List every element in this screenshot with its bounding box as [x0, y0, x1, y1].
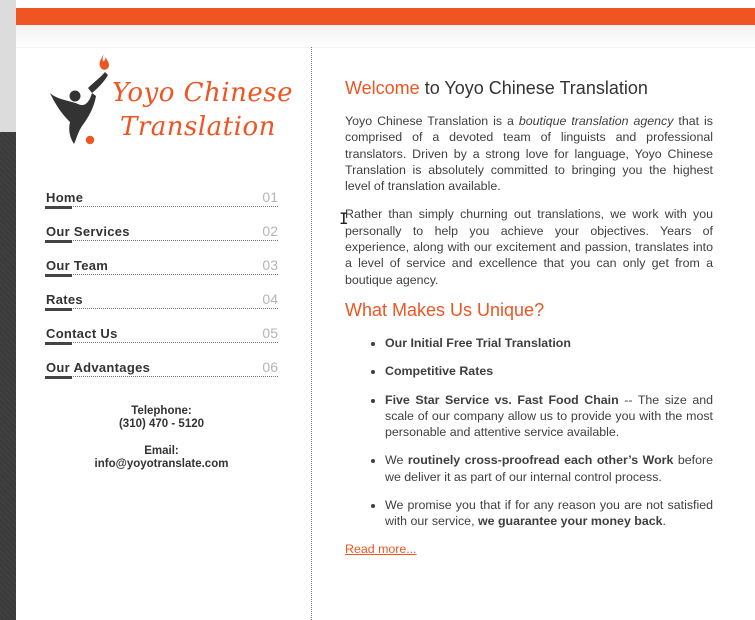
email-label: Email: — [144, 445, 179, 457]
nav-item-number: 02 — [262, 223, 278, 239]
main-content — [345, 78, 713, 557]
title-rest: to Yoyo Chinese Translation — [419, 78, 648, 98]
title-accent: Welcome — [345, 78, 420, 98]
list-item — [385, 335, 713, 351]
nav-item-our-services[interactable] — [45, 207, 278, 241]
phone-number: (310) 470 - 5120 — [118, 418, 205, 430]
nav-item-number: 06 — [262, 359, 278, 375]
feature-title: Competitive Rates — [385, 364, 494, 379]
page-title — [345, 78, 713, 99]
logo-text-line1: Yoyo Chinese — [112, 78, 293, 108]
nav-item-label: Contact Us — [46, 326, 118, 341]
list-item — [385, 497, 713, 530]
features-list — [345, 335, 713, 530]
intro-text-after: that is comprised of a devoted team of linguists and professional translators. Driven by a strong love for language, Yoyo Chinese Translation is absolutely committed to bringing you the highest level of translation available. — [345, 114, 713, 194]
feature-text: before we deliver it as part of our internal control process. — [385, 453, 713, 484]
header-bar — [16, 8, 755, 25]
email-address[interactable]: info@yoyotranslate.com — [94, 458, 229, 470]
feature-text: We promise you that if for any reason you are not satisfied with our service, — [385, 498, 713, 529]
nav-item-label: Our Advantages — [46, 360, 151, 375]
feature-title: routinely cross-proofread each other’s Work — [407, 453, 674, 468]
second-paragraph: Rather than simply churning out translations, we work with you personally to help you achieve your objectives. Years of experience, along with our excitement and passion, translates into a level of service and excellence that you can only get from a boutique agency. — [345, 207, 713, 287]
intro-paragraph — [345, 113, 713, 194]
page-container — [16, 0, 755, 620]
nav-item-number: 04 — [262, 291, 278, 307]
feature-text: We — [385, 453, 408, 468]
phone-label: Telephone: — [131, 405, 192, 417]
feature-text: -- The size and scale of our company allow us to provide you with the most personable and attentive service available. — [385, 392, 713, 440]
nav-underline — [45, 376, 72, 379]
unique-heading: What Makes Us Unique? — [345, 299, 545, 320]
nav-item-label: Our Team — [46, 258, 109, 273]
nav-item-label: Rates — [46, 292, 83, 307]
nav-item-number: 03 — [262, 257, 278, 273]
nav-item-number: 05 — [262, 325, 278, 341]
column-divider — [311, 47, 312, 620]
feature-text: . — [662, 514, 666, 529]
read-more-link[interactable]: Read more... — [345, 541, 417, 556]
text-cursor-icon: I — [339, 209, 349, 228]
intro-italic: boutique translation agency — [518, 114, 674, 128]
nav-item-contact-us[interactable] — [45, 309, 278, 343]
logo-text-line2: Translation — [120, 112, 276, 142]
feature-title: Five Star Service vs. Fast Food Chain — [385, 392, 619, 407]
site-logo[interactable] — [48, 48, 298, 153]
nav-item-label: Home — [46, 190, 84, 205]
nav-item-our-team[interactable] — [45, 241, 278, 275]
list-item — [385, 363, 713, 379]
sidebar-nav — [45, 186, 278, 377]
feature-title: we guarantee your money back — [477, 514, 663, 529]
nav-item-our-advantages[interactable] — [45, 343, 278, 377]
feature-title: Our Initial Free Trial Translation — [385, 335, 571, 350]
nav-item-label: Our Services — [46, 224, 130, 239]
list-item — [385, 452, 713, 485]
nav-item-number: 01 — [262, 189, 278, 205]
list-item — [385, 392, 713, 441]
intro-text-before: Yoyo Chinese Translation is a — [345, 114, 519, 128]
header-strip — [16, 25, 755, 48]
contact-info — [45, 405, 278, 471]
nav-item-home[interactable] — [45, 186, 278, 207]
nav-item-rates[interactable] — [45, 275, 278, 309]
